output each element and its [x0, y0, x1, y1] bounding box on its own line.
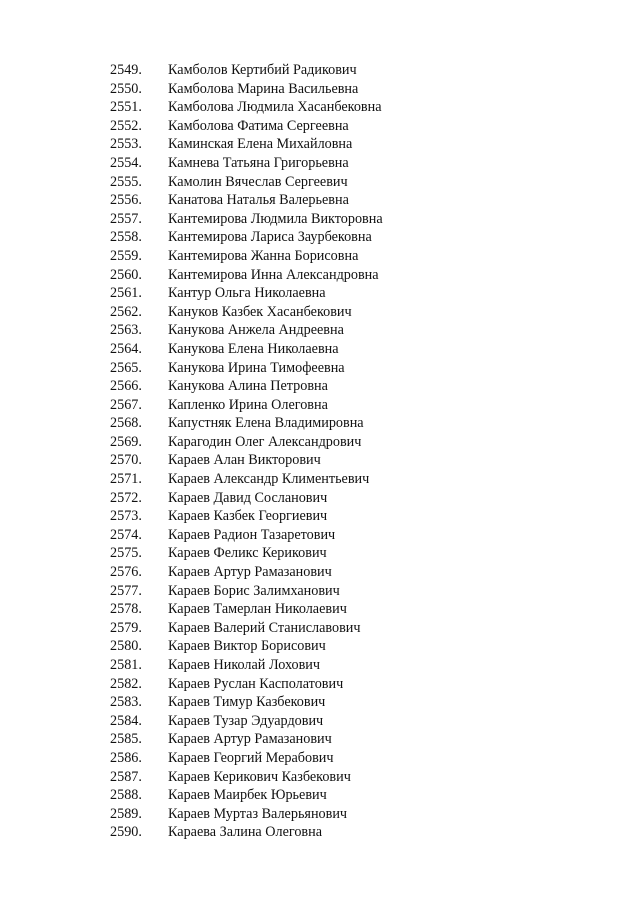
entry-name: Камнева Татьяна Григорьевна — [168, 154, 349, 171]
entry-number: 2589. — [110, 805, 142, 822]
entry-number: 2579. — [110, 619, 142, 636]
list-item — [0, 712, 640, 731]
entry-number: 2576. — [110, 564, 142, 581]
entry-name: Караев Маирбек Юрьевич — [168, 787, 327, 804]
entry-number: 2549. — [110, 62, 142, 78]
list-item — [0, 117, 640, 136]
list-item — [0, 228, 640, 247]
entry-name: Кантур Ольга Николаевна — [168, 285, 326, 302]
entry-number: 2565. — [110, 359, 142, 376]
list-item — [0, 693, 640, 712]
entry-number: 2552. — [110, 117, 142, 134]
entry-name: Камболов Кертибий Радикович — [168, 62, 357, 78]
entry-number: 2587. — [110, 768, 142, 785]
list-item — [0, 805, 640, 824]
list-item — [0, 823, 640, 842]
entry-name: Караев Артур Рамазанович — [168, 731, 332, 748]
entry-name: Камолин Вячеслав Сергеевич — [168, 173, 348, 190]
list-item — [0, 768, 640, 787]
entry-name: Карагодин Олег Александрович — [168, 433, 362, 450]
entry-number: 2573. — [110, 508, 142, 525]
entry-name: Караев Давид Сосланович — [168, 489, 328, 506]
list-item — [0, 637, 640, 656]
entry-number: 2584. — [110, 712, 142, 729]
list-item — [0, 730, 640, 749]
entry-name: Караев Тузар Эдуардович — [168, 712, 324, 729]
entry-name: Караев Артур Рамазанович — [168, 564, 332, 581]
entry-name: Кантемирова Людмила Викторовна — [168, 210, 383, 227]
entry-name: Капленко Ирина Олеговна — [168, 396, 328, 413]
entry-name: Караева Залина Олеговна — [168, 824, 323, 841]
list-item — [0, 507, 640, 526]
list-item — [0, 173, 640, 192]
list-item — [0, 470, 640, 489]
entry-number: 2578. — [110, 601, 142, 618]
entry-name: Караев Алан Викторович — [168, 452, 321, 469]
entry-number: 2560. — [110, 266, 142, 283]
entry-name: Караев Феликс Керикович — [168, 545, 327, 562]
list-item — [0, 675, 640, 694]
entry-number: 2567. — [110, 396, 142, 413]
entry-name: Караев Николай Лохович — [168, 657, 321, 673]
entry-number: 2555. — [110, 173, 142, 190]
list-item — [0, 414, 640, 433]
list-item — [0, 786, 640, 805]
entry-number: 2575. — [110, 545, 142, 562]
entry-number: 2554. — [110, 154, 142, 171]
list-item — [0, 247, 640, 266]
entry-name: Капустняк Елена Владимировна — [168, 415, 364, 432]
entry-name: Караев Виктор Борисович — [168, 638, 326, 655]
entry-number: 2559. — [110, 247, 142, 264]
entry-name: Караев Тамерлан Николаевич — [168, 601, 347, 618]
list-item — [0, 210, 640, 229]
entry-number: 2566. — [110, 378, 142, 395]
list-item — [0, 433, 640, 452]
list-item — [0, 749, 640, 768]
name-list — [0, 61, 640, 842]
entry-number: 2561. — [110, 285, 142, 302]
entry-name: Караев Тимур Казбекович — [168, 694, 326, 711]
entry-number: 2569. — [110, 433, 142, 450]
entry-name: Караев Александр Климентьевич — [168, 471, 370, 488]
entry-number: 2568. — [110, 415, 142, 432]
entry-name: Караев Борис Залимханович — [168, 582, 340, 599]
entry-name: Канукова Елена Николаевна — [168, 340, 339, 357]
entry-number: 2590. — [110, 824, 142, 841]
entry-name: Караев Руслан Касполатович — [168, 675, 344, 692]
list-item — [0, 321, 640, 340]
entry-number: 2582. — [110, 675, 142, 692]
entry-number: 2563. — [110, 322, 142, 339]
entry-number: 2572. — [110, 489, 142, 506]
entry-name: Кантемирова Лариса Заурбековна — [168, 229, 372, 246]
entry-name: Канатова Наталья Валерьевна — [168, 192, 349, 209]
list-item — [0, 544, 640, 563]
entry-name: Караев Казбек Георгиевич — [168, 508, 328, 525]
entry-number: 2574. — [110, 526, 142, 543]
entry-name: Караев Валерий Станиславович — [168, 619, 361, 636]
list-item — [0, 656, 640, 675]
entry-name: Караев Радион Тазаретович — [168, 526, 336, 543]
entry-name: Караев Керикович Казбекович — [168, 768, 351, 785]
entry-name: Кантемирова Жанна Борисовна — [168, 247, 359, 264]
list-item — [0, 340, 640, 359]
list-item — [0, 154, 640, 173]
entry-number: 2562. — [110, 303, 142, 320]
entry-name: Каминская Елена Михайловна — [168, 136, 353, 153]
entry-number: 2550. — [110, 80, 142, 97]
entry-name: Канукова Алина Петровна — [168, 378, 328, 395]
list-item — [0, 303, 640, 322]
list-item — [0, 135, 640, 154]
entry-number: 2585. — [110, 731, 142, 748]
entry-name: Кантемирова Инна Александровна — [168, 266, 379, 283]
list-item — [0, 563, 640, 582]
list-item — [0, 600, 640, 619]
list-item — [0, 526, 640, 545]
list-item — [0, 61, 640, 80]
list-item — [0, 489, 640, 508]
entry-number: 2557. — [110, 210, 142, 227]
list-item — [0, 98, 640, 117]
list-item — [0, 80, 640, 99]
entry-name: Камболова Марина Васильевна — [168, 80, 359, 97]
entry-number: 2571. — [110, 471, 142, 488]
entry-number: 2556. — [110, 192, 142, 209]
entry-number: 2553. — [110, 136, 142, 153]
list-item — [0, 191, 640, 210]
entry-name: Караев Георгий Мерабович — [168, 749, 334, 766]
entry-number: 2581. — [110, 657, 142, 673]
entry-number: 2564. — [110, 340, 142, 357]
list-item — [0, 582, 640, 601]
list-item — [0, 284, 640, 303]
entry-number: 2570. — [110, 452, 142, 469]
entry-name: Канукова Анжела Андреевна — [168, 322, 344, 339]
list-item — [0, 619, 640, 638]
entry-number: 2588. — [110, 787, 142, 804]
entry-name: Кануков Казбек Хасанбекович — [168, 303, 352, 320]
entry-name: Камболова Людмила Хасанбековна — [168, 99, 382, 116]
list-item — [0, 266, 640, 285]
entry-number: 2577. — [110, 582, 142, 599]
list-item — [0, 377, 640, 396]
list-item — [0, 396, 640, 415]
entry-number: 2551. — [110, 99, 142, 116]
entry-name: Караев Муртаз Валерьянович — [168, 805, 348, 822]
entry-number: 2583. — [110, 694, 142, 711]
entry-name: Канукова Ирина Тимофеевна — [168, 359, 345, 376]
list-item — [0, 359, 640, 378]
entry-number: 2558. — [110, 229, 142, 246]
list-item — [0, 451, 640, 470]
entry-name: Камболова Фатима Сергеевна — [168, 117, 349, 134]
entry-number: 2580. — [110, 638, 142, 655]
entry-number: 2586. — [110, 749, 142, 766]
